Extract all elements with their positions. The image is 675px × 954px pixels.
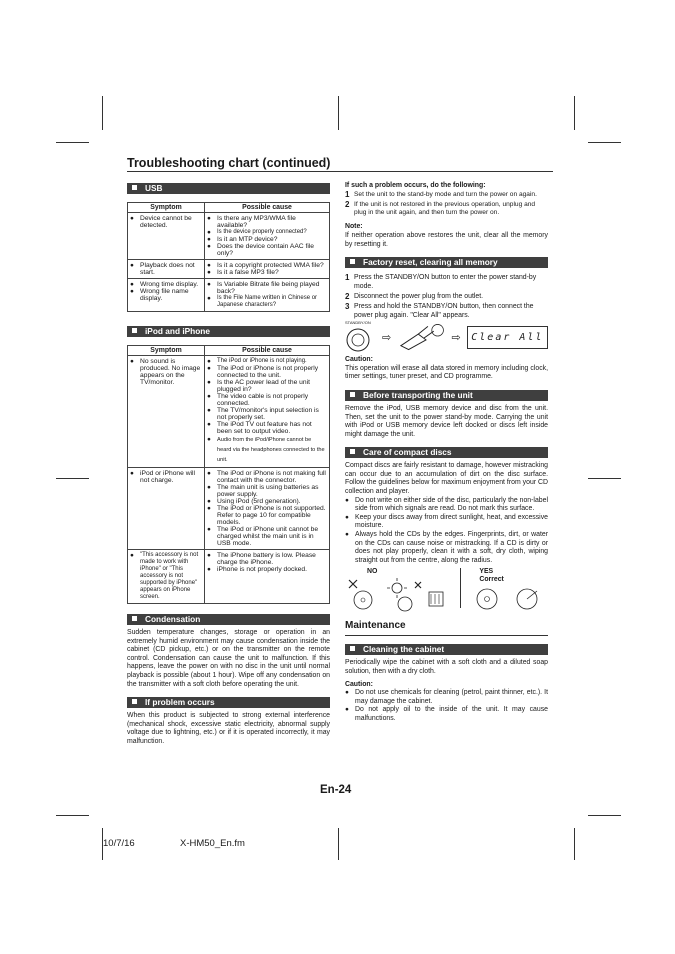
arrow-right-icon: ⇨ (451, 331, 461, 344)
table-row (128, 356, 330, 468)
reset-heading: Factory reset, clearing all memory (345, 257, 548, 268)
ipod-heading: iPod and iPhone (127, 326, 330, 337)
cabinet-bullets (345, 689, 548, 723)
cause: ● Is the AC power lead of the unit plugged in? (207, 379, 327, 393)
symptom: ● Wrong time display. (130, 281, 202, 288)
table-row (128, 260, 330, 279)
table-row (128, 213, 330, 260)
ipod-table (127, 345, 330, 604)
transport-heading: Before transporting the unit (345, 390, 548, 401)
page-title: Troubleshooting chart (continued) (127, 156, 331, 170)
symptom: ● No sound is produced. No image appears on the TV/monitor. (130, 358, 202, 386)
note-label: Note: (345, 223, 363, 231)
crop-mark (588, 142, 621, 143)
cause: ● The iPhone battery is low. Please charge the iPhone. (207, 552, 327, 566)
step-item: 2 Disconnect the power plug from the outlet. (345, 291, 484, 301)
table-header-row (128, 203, 330, 213)
cause: ● The iPod or iPhone is not supported. Refer to page 10 for compatible models. (207, 505, 327, 526)
reset-steps (345, 274, 548, 320)
title-rule (127, 171, 553, 172)
cause: ● iPhone is not properly docked. (207, 566, 327, 573)
caution-label: Caution: (345, 680, 373, 688)
standby-button-figure (345, 322, 376, 352)
square-icon (350, 392, 355, 397)
usb-table (127, 202, 330, 312)
crop-mark (338, 96, 339, 130)
cause: ● The iPod or iPhone is not making full contact with the connector. (207, 470, 327, 484)
list-item: ● Do not use chemicals for cleaning (petrol, paint thinner, etc.). It may damage the cabinet. (345, 689, 548, 706)
correct-label: Correct (479, 576, 504, 584)
cause: ● Is it a false MP3 file? (207, 269, 327, 276)
follow-title: If such a problem occurs, do the following: (345, 182, 486, 189)
crop-mark (102, 96, 103, 130)
cause: ● The iPod or iPhone is not properly connected to the unit. (207, 365, 327, 379)
square-icon (350, 449, 355, 454)
usb-heading: USB (127, 183, 330, 194)
symptom: ● iPod or iPhone will not charge. (130, 470, 202, 484)
page-number: En-24 (320, 784, 352, 796)
table-row (128, 468, 330, 550)
table-row (128, 550, 330, 604)
left-column (127, 183, 330, 747)
crop-mark (588, 478, 621, 479)
cause: ● Is it a copyright protected WMA file? (207, 262, 327, 269)
square-icon (132, 328, 137, 333)
cause: ● The main unit is using batteries as power supply. (207, 484, 327, 498)
discs-heading: Care of compact discs (345, 447, 548, 458)
power-button-icon (345, 327, 375, 353)
cause: ● Is Variable Bitrate file being played back? (207, 281, 327, 295)
list-item: ● Do not write on either side of the disc, particularly the non-label side from which signals are read. Do not mark this surface. (345, 497, 548, 514)
square-icon (132, 616, 137, 621)
col-symptom: Symptom (128, 346, 205, 356)
cabinet-heading: Cleaning the cabinet (345, 644, 548, 655)
crop-mark (56, 478, 89, 479)
cabinet-text: Periodically wipe the cabinet with a soft cloth and a diluted soap solution, then with a dry cloth. (345, 659, 548, 675)
footer-filename: X-HM50_En.fm (180, 838, 245, 849)
col-symptom: Symptom (128, 203, 205, 213)
square-icon (350, 646, 355, 651)
cd-yes-figure (471, 568, 548, 612)
cause: ● Is there any MP3/WMA file available? (207, 215, 327, 229)
square-icon (132, 699, 137, 704)
maintenance-title: Maintenance (345, 620, 406, 632)
cause: ● Using iPod (5rd generation). (207, 498, 327, 505)
col-cause: Possible cause (205, 203, 330, 213)
symptom: ● "This accessory is not made to work with iPhone" or "This accessory is not supported by iPhone" appears on iPhone screen. (130, 552, 202, 601)
problem-text: When this product is subjected to strong external interference (mechanical shock, excessive static electricity, abnormal supply voltage due to lightning, etc.) or if it is operated incorrectly, it may malfunction. (127, 712, 330, 745)
divider (460, 568, 461, 608)
condensation-text: Sudden temperature changes, storage or operation in an extremely humid environment may cause condensation inside the cabinet (CD pickup, etc.) or on the transmitter on the remote control. Condensation can cause the unit to malfunction. If this happens, leave the power on with no disc in the unit until normal playback is possible (about 1 hour). Wipe off any condensation on the transmitter with a soft cloth before operating the unit. (127, 629, 330, 688)
crop-mark (338, 828, 339, 860)
col-cause: Possible cause (205, 346, 330, 356)
caution-label: Caution: (345, 356, 373, 364)
cause: ● Is the File Name written in Chinese or Japanese characters? (207, 295, 327, 309)
yes-label: YES (479, 568, 494, 576)
transport-text: Remove the iPod, USB memory device and disc from the unit. Then, set the unit to the power stand-by mode. Carrying the unit with iPod or USB memory device left docked or discs left inside might damage the unit. (345, 404, 548, 438)
crop-mark (574, 828, 575, 860)
condensation-heading: Condensation (127, 614, 330, 625)
lcd-display: Clear All (467, 326, 548, 349)
reset-figure (345, 322, 548, 352)
list-item: ● Do not apply oil to the inside of the unit. It may cause malfunctions. (345, 706, 548, 723)
cause: ● The video cable is not properly connected. (207, 393, 327, 407)
cause: ● Does the device contain AAC file only? (207, 243, 327, 257)
cd-care-figure (345, 568, 548, 612)
cause: ● The iPod TV out feature has not been set to output video. (207, 421, 327, 435)
symptom: ● Wrong file name display. (130, 288, 202, 302)
discs-text: Compact discs are fairly resistant to damage, however mistracking can occur due to an accumulation of dirt on the disc surface. Follow the guidelines below for maximum enjoyment from your CD collection and player. (345, 462, 548, 496)
crop-mark (56, 142, 89, 143)
standby-label: STANDBY/ON (345, 320, 371, 326)
table-row (128, 279, 330, 312)
step-item: 1 Press the STANDBY/ON button to enter the power stand-by mode. (345, 273, 537, 290)
crop-mark (588, 815, 621, 816)
right-column (345, 182, 548, 724)
step-item: 1 Set the unit to the stand-by mode and turn the power on again. (345, 189, 537, 199)
step-item: 2 If the unit is not restored in the previous operation, unplug and plug in the unit again, and then turn the power on. (345, 199, 536, 217)
no-label: NO (367, 568, 378, 576)
power-plug-icon (397, 322, 445, 352)
list-item: ● Keep your discs away from direct sunlight, heat, and excessive moisture. (345, 514, 548, 531)
cd-correct-handling-icon (471, 586, 551, 612)
cause: ● The iPod or iPhone is not playing. (207, 358, 327, 365)
arrow-right-icon: ⇨ (381, 331, 392, 344)
symptom: ● Device cannot be detected. (130, 215, 202, 229)
list-item: ● Always hold the CDs by the edges. Fingerprints, dirt, or water on the CDs can cause noise or mistracking. If a CD is dirty or does not play properly, clean it with a soft, dry cloth, wiping straight out from the centre, along the radius. (345, 531, 548, 565)
caution-text: This operation will erase all data stored in memory including clock, timer settings, tuner preset, and CD programme. (345, 364, 548, 381)
square-icon (132, 185, 137, 190)
cause: ● Is the device properly connected? (207, 229, 327, 236)
follow-steps (345, 191, 548, 218)
square-icon (350, 259, 355, 264)
cause: ● The TV/monitor's input selection is not properly set. (207, 407, 327, 421)
cd-no-figure (345, 568, 450, 612)
symptom: ● Playback does not start. (130, 262, 202, 276)
discs-bullets (345, 497, 548, 566)
note-text: If neither operation above restores the unit, clear all the memory by resetting it. (345, 231, 548, 248)
cd-wrong-handling-icon (345, 576, 455, 612)
cause: ● The iPod or iPhone unit cannot be charged whilst the main unit is in USB mode. (207, 526, 327, 547)
cause: ● Is it an MTP device? (207, 236, 327, 243)
step-item: 3 Press and hold the STANDBY/ON button, then connect the power plug again. "Clear All" appears. (345, 301, 534, 319)
footer-date: 10/7/16 (103, 838, 135, 849)
problem-heading: If problem occurs (127, 697, 330, 708)
table-header-row (128, 346, 330, 356)
crop-mark (56, 815, 89, 816)
cause: ● Audio from the iPod/iPhone cannot be heard via the headphones connected to the unit. (207, 435, 327, 465)
crop-mark (574, 96, 575, 130)
